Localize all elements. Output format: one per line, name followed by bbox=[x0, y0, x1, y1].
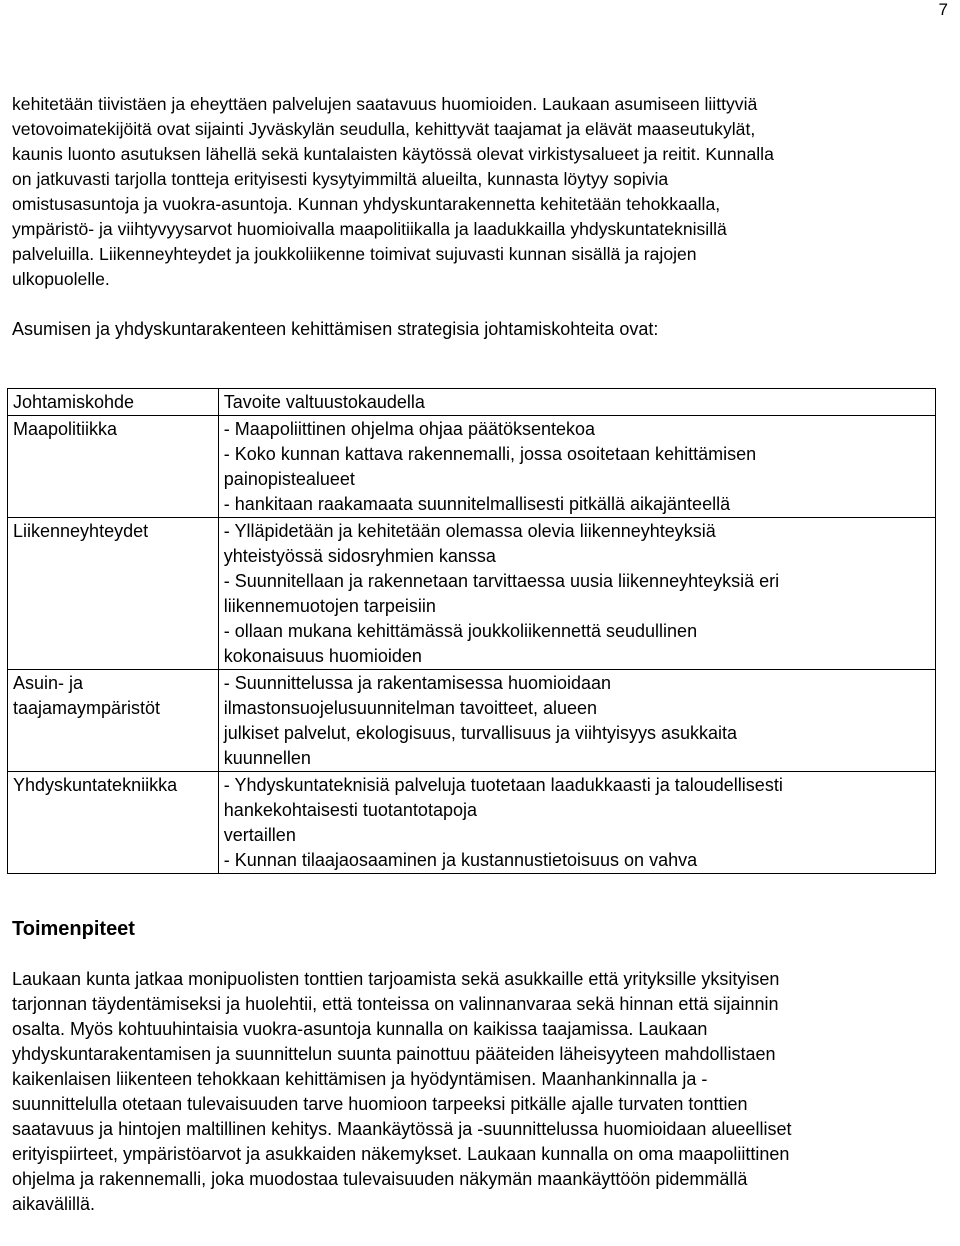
text-line: omistusasuntoja ja vuokra-asuntoja. Kunnan yhdyskuntarakennetta kehitetään tehokkaalla, bbox=[12, 194, 721, 214]
subject-line: Liikenneyhteydet bbox=[13, 521, 149, 541]
text-line: kaunis luonto asutuksen lähellä sekä kuntalaisten käytössä olevat virkistysalueet ja reitit. Kunnalla bbox=[12, 144, 774, 164]
goal-line: ilmastonsuojelusuunnitelman tavoitteet, alueen bbox=[223, 698, 598, 718]
measures-paragraph bbox=[12, 967, 952, 1217]
table-header-row bbox=[8, 389, 936, 416]
text-line: tarjonnan täydentämiseksi ja huolehtii, että tonteissa on valinnanvaraa sekä hinnan että sijainnin bbox=[12, 994, 779, 1014]
text-line: yhdyskuntarakentamisen ja suunnittelun suunta painottuu pääteiden läheisyyteen mahdollistaen bbox=[12, 1044, 776, 1064]
goal-line: painopistealueet bbox=[223, 469, 355, 489]
subject-line: Yhdyskuntatekniikka bbox=[13, 775, 178, 795]
strategy-intro: Asumisen ja yhdyskuntarakenteen kehittämisen strategisia johtamiskohteita ovat: bbox=[12, 319, 659, 339]
subject-cell bbox=[8, 772, 219, 874]
goal-line: liikennemuotojen tarpeisiin bbox=[223, 596, 436, 616]
goal-cell bbox=[218, 670, 935, 772]
section-heading: Toimenpiteet bbox=[12, 918, 135, 940]
goal-line: yhteistyössä sidosryhmien kanssa bbox=[223, 546, 496, 566]
goal-line: - Suunnittelussa ja rakentamisessa huomioidaan bbox=[223, 673, 612, 693]
goal-line: - Suunnitellaan ja rakennetaan tarvittaessa uusia liikenneyhteyksiä eri bbox=[223, 571, 780, 591]
goal-line: - ollaan mukana kehittämässä joukkoliikennettä seudullinen bbox=[223, 621, 698, 641]
text-line: ulkopuolelle. bbox=[12, 269, 110, 289]
goal-cell bbox=[218, 518, 935, 670]
text-line: suunnittelulla otetaan tulevaisuuden tarve huomioon tarpeeksi pitkälle ajalle turvaten tonttien bbox=[12, 1094, 748, 1114]
text-line: aikavälillä. bbox=[12, 1194, 96, 1214]
goal-line: - Ylläpidetään ja kehitetään olemassa olevia liikenneyhteyksiä bbox=[223, 521, 716, 541]
goal-line: hankekohtaisesti tuotantotapoja bbox=[223, 800, 477, 820]
subject-line: taajamaympäristöt bbox=[13, 698, 161, 718]
header-subject: Johtamiskohde bbox=[8, 389, 219, 416]
goal-line: julkiset palvelut, ekologisuus, turvallisuus ja viihtyisyys asukkaita bbox=[223, 723, 738, 743]
text-line: osalta. Myös kohtuuhintaisia vuokra-asuntoja kunnalla on kaikissa taajamissa. Laukaan bbox=[12, 1019, 708, 1039]
text-line: saatavuus ja hintojen maltillinen kehitys. Maankäytössä ja -suunnittelussa huomioidaan alueelliset bbox=[12, 1119, 792, 1139]
text-line: vetovoimatekijöitä ovat sijainti Jyväskylän seudulla, kehittyvät taajamat ja elävät maaseutukylät, bbox=[12, 119, 756, 139]
goal-line: - Yhdyskuntateknisiä palveluja tuotetaan laadukkaasti ja taloudellisesti bbox=[223, 775, 783, 795]
text-line: kaikenlaisen liikenteen tehokkaan kehittämisen ja hyödyntämisen. Maanhankinnalla ja - bbox=[12, 1069, 708, 1089]
goal-line: - hankitaan raakamaata suunnitelmallisesti pitkällä aikajänteellä bbox=[223, 494, 731, 514]
table-row bbox=[8, 416, 936, 518]
text-line: erityispiirteet, ympäristöarvot ja asukkaiden näkemykset. Laukaan kunnalla on oma maapoliittinen bbox=[12, 1144, 790, 1164]
goal-line: kokonaisuus huomioiden bbox=[223, 646, 422, 666]
strategy-table bbox=[7, 388, 936, 874]
table-row bbox=[8, 670, 936, 772]
text-line: palveluilla. Liikenneyhteydet ja joukkoliikenne toimivat sujuvasti kunnan sisällä ja rajojen bbox=[12, 244, 697, 264]
goal-cell bbox=[218, 772, 935, 874]
subject-cell bbox=[8, 518, 219, 670]
goal-line: - Maapoliittinen ohjelma ohjaa päätöksentekoa bbox=[223, 419, 596, 439]
text-line: Laukaan kunta jatkaa monipuolisten tonttien tarjoamista sekä asukkaille että yrityksille yksityisen bbox=[12, 969, 780, 989]
goal-line: kuunnellen bbox=[223, 748, 311, 768]
goal-line: - Koko kunnan kattava rakennemalli, jossa osoitetaan kehittämisen bbox=[223, 444, 757, 464]
subject-line: Maapolitiikka bbox=[13, 419, 118, 439]
subject-cell bbox=[8, 670, 219, 772]
text-line: kehitetään tiivistäen ja eheyttäen palvelujen saatavuus huomioiden. Laukaan asumiseen liittyviä bbox=[12, 94, 758, 114]
goal-cell bbox=[218, 416, 935, 518]
subject-cell bbox=[8, 416, 219, 518]
intro-paragraph bbox=[12, 92, 952, 292]
text-line: on jatkuvasti tarjolla tontteja erityisesti kysytyimmiltä alueilta, kunnasta löytyy sopivia bbox=[12, 169, 669, 189]
text-line: ympäristö- ja viihtyvyysarvot huomioivalla maapolitiikalla ja laadukkailla yhdyskuntateknisillä bbox=[12, 219, 727, 239]
text-line: ohjelma ja rakennemalli, joka muodostaa tulevaisuuden näkymän maankäyttöön pidemmällä bbox=[12, 1169, 748, 1189]
page-number: 7 bbox=[938, 0, 948, 19]
goal-line: - Kunnan tilaajaosaaminen ja kustannustietoisuus on vahva bbox=[223, 850, 698, 870]
header-goal: Tavoite valtuustokaudella bbox=[218, 389, 935, 416]
goal-line: vertaillen bbox=[223, 825, 296, 845]
table-row bbox=[8, 518, 936, 670]
table-row bbox=[8, 772, 936, 874]
subject-line: Asuin- ja bbox=[13, 673, 84, 693]
